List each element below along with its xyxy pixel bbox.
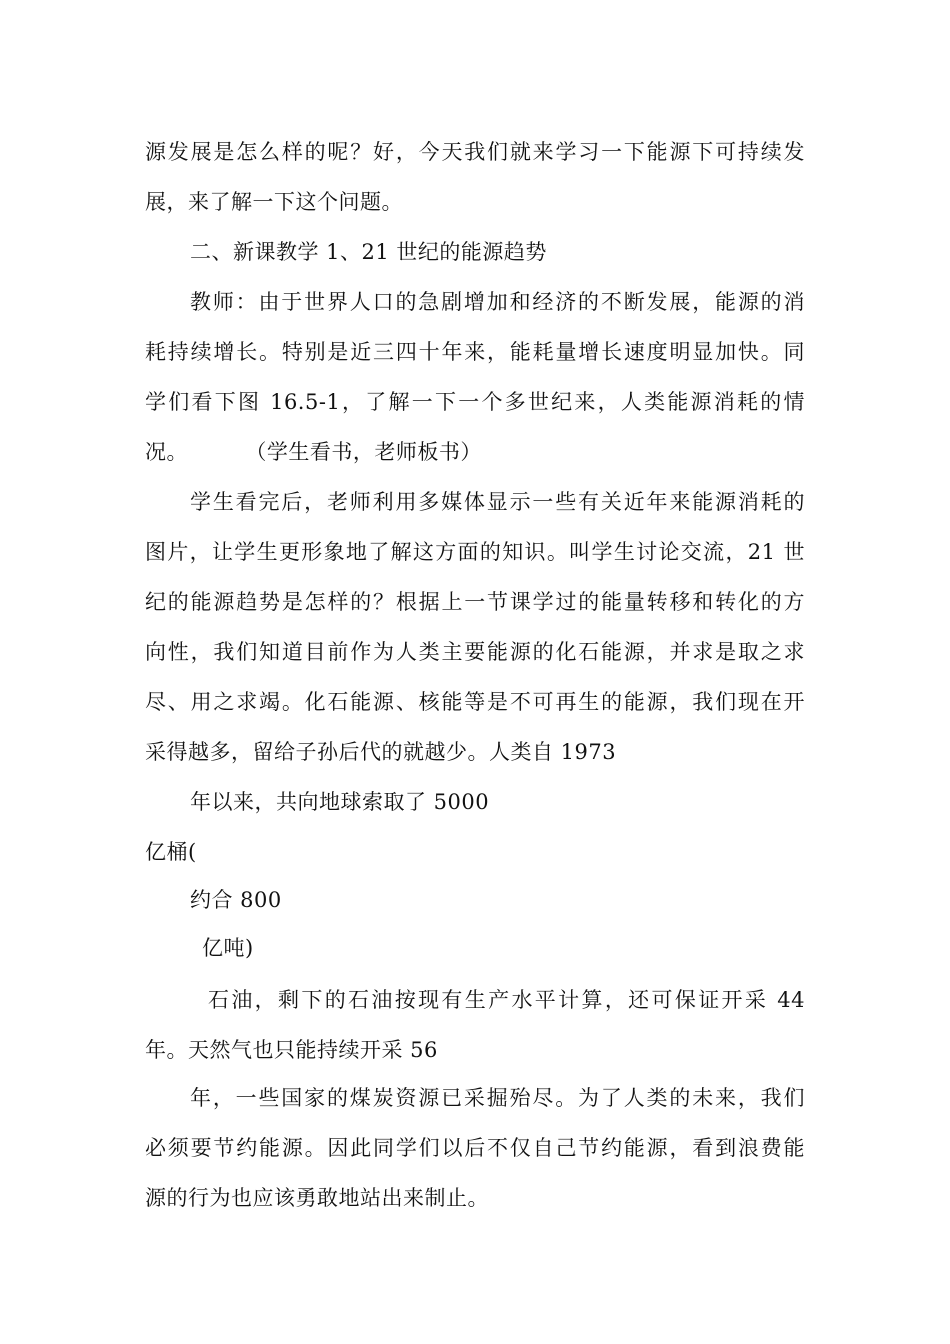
text-line-20: 年，一些国家的煤炭资源已采掘殆尽。为了人类的未来，我们 <box>190 1086 805 1110</box>
text-line-4: 教师：由于世界人口的急剧增加和经济的不断发展，能源的消 <box>190 290 805 314</box>
text-line-18: 石油，剩下的石油按现有生产水平计算，还可保证开采 44 <box>208 988 805 1012</box>
text-line-7: 况。 （学生看书，老师板书） <box>145 440 482 464</box>
text-line-5: 耗持续增长。特别是近三四十年来，能耗量增长速度明显加快。同 <box>145 340 805 364</box>
text-line-13: 采得越多，留给子孙后代的就越少。人类自 1973 <box>145 740 617 764</box>
text-line-16: 约合 800 <box>190 888 282 912</box>
text-line-2: 展，来了解一下这个问题。 <box>145 190 403 214</box>
text-line-19: 年。天然气也只能持续开采 56 <box>145 1038 438 1062</box>
text-line-14: 年以来，共向地球索取了 5000 <box>190 790 490 814</box>
text-line-1: 源发展是怎么样的呢？好，今天我们就来学习一下能源下可持续发 <box>145 140 805 164</box>
text-line-17: 亿吨) <box>202 936 254 960</box>
text-line-8: 学生看完后，老师利用多媒体显示一些有关近年来能源消耗的 <box>190 490 805 514</box>
text-line-10: 纪的能源趋势是怎样的？根据上一节课学过的能量转移和转化的方 <box>145 590 805 614</box>
section-heading: 二、新课教学 1、21 世纪的能源趋势 <box>190 240 547 264</box>
text-line-6: 学们看下图 16.5-1，了解一下一个多世纪来，人类能源消耗的情 <box>145 390 805 414</box>
text-line-15: 亿桶( <box>145 840 197 864</box>
text-line-22: 源的行为也应该勇敢地站出来制止。 <box>145 1186 489 1210</box>
text-line-11: 向性，我们知道目前作为人类主要能源的化石能源，并求是取之求 <box>145 640 805 664</box>
text-line-12: 尽、用之求竭。化石能源、核能等是不可再生的能源，我们现在开 <box>145 690 805 714</box>
text-line-9: 图片，让学生更形象地了解这方面的知识。叫学生讨论交流，21 世 <box>145 540 805 564</box>
text-line-21: 必须要节约能源。因此同学们以后不仅自己节约能源，看到浪费能 <box>145 1136 805 1160</box>
